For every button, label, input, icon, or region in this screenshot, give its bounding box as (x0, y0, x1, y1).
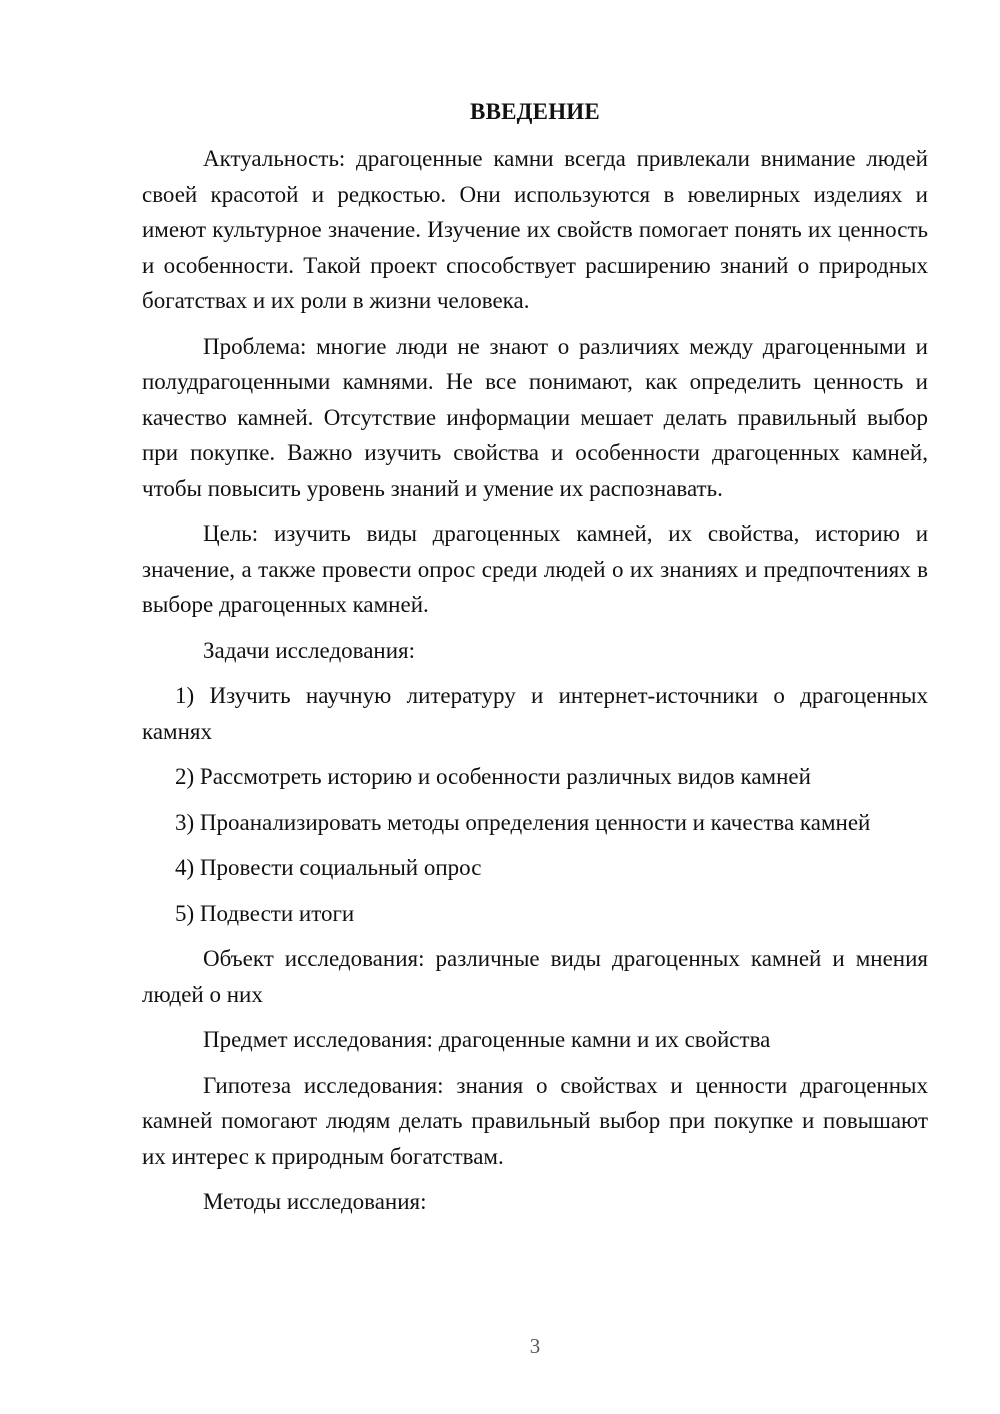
page-number: 3 (529, 1334, 541, 1358)
paragraph-object: Объект исследования: различные виды драгоценных камней и мнения людей о них (142, 946, 928, 1007)
tasks-heading: Задачи исследования: (203, 637, 416, 663)
document-page (142, 0, 928, 1414)
paragraph-hypothesis: Гипотеза исследования: знания о свойствах и ценности драгоценных камней помогают людям делать правильный выбор при покупке и повышают их интерес к природным богатствам. (142, 1072, 928, 1169)
task-item-4: 4) Провести социальный опрос (175, 855, 482, 880)
paragraph-relevance: Актуальность: драгоценные камни всегда привлекали внимание людей своей красотой и редкостью. Они используются в ювелирных изделиях и имеют культурное значение. Изучение их свойств помогает понять их ценность и особенности. Такой проект способствует расширению знаний о природных богатствах и их роли в жизни человека. (142, 146, 928, 313)
document-body (142, 141, 928, 1230)
document-title: ВВЕДЕНИЕ (470, 99, 600, 124)
paragraph-problem: Проблема: многие люди не знают о различиях между драгоценными и полудрагоценными камнями. Не все понимают, как определить ценность и качество камней. Отсутствие информации мешает делать правильный выбор при покупке. Важно изучить свойства и особенности драгоценных камней, чтобы повысить уровень знаний и умение их распознавать. (142, 333, 928, 501)
paragraph-subject: Предмет исследования: драгоценные камни и их свойства (203, 1027, 771, 1052)
task-item-1: 1) Изучить научную литературу и интернет-источники о драгоценных камнях (142, 683, 928, 744)
paragraph-goal: Цель: изучить виды драгоценных камней, их свойства, историю и значение, а также провести опрос среди людей о их знаниях и предпочтениях в выборе драгоценных камней. (142, 521, 928, 617)
task-item-5: 5) Подвести итоги (175, 900, 355, 926)
task-item-3: 3) Проанализировать методы определения ценности и качества камней (175, 809, 871, 835)
task-item-2: 2) Рассмотреть историю и особенности различных видов камней (175, 764, 811, 789)
methods-heading: Методы исследования: (203, 1189, 427, 1214)
